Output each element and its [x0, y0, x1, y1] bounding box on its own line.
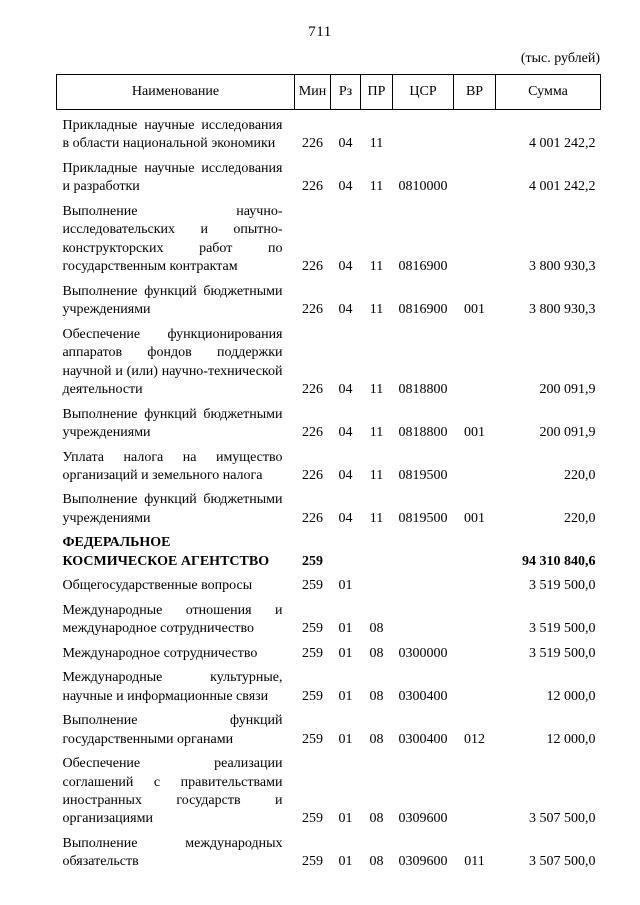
cell-min: 226 — [302, 136, 323, 152]
cell-rz: 01 — [338, 811, 353, 827]
cell-vr — [454, 446, 496, 489]
cell-rz: 04 — [338, 179, 353, 195]
table-row — [57, 280, 601, 323]
cell-sum: 94 310 840,6 — [522, 553, 596, 569]
cell-sum: 220,0 — [564, 467, 596, 483]
cell-vr — [454, 642, 496, 666]
cell-vr: 012 — [464, 731, 485, 747]
cell-sum: 12 000,0 — [546, 731, 596, 747]
table-body — [57, 110, 601, 875]
header-sum: Сумма — [496, 75, 601, 110]
cell-vr — [454, 574, 496, 598]
cell-name: Обеспечение реализации соглашений с правительствами иностранных государств и организациями — [62, 756, 283, 827]
header-row — [57, 75, 601, 110]
cell-name: Выполнение функций бюджетными учреждениями — [62, 492, 283, 526]
units-note: (тыс. рублей) — [520, 51, 600, 66]
cell-min: 259 — [302, 688, 323, 704]
cell-vr — [454, 323, 496, 403]
cell-csr: 0810000 — [398, 179, 448, 195]
cell-sum: 200 091,9 — [539, 425, 596, 441]
cell-csr: 0819500 — [398, 467, 448, 483]
cell-pr: 08 — [369, 688, 384, 704]
cell-name: Уплата налога на имущество организаций и земельного налога — [62, 449, 283, 483]
cell-pr: 08 — [369, 811, 384, 827]
cell-min: 259 — [302, 811, 323, 827]
cell-vr: 001 — [464, 425, 485, 441]
table-row — [57, 531, 601, 574]
cell-vr — [454, 531, 496, 574]
cell-name: Обеспечение функционирования аппаратов фондов поддержки научной и (или) научно-технической деятельности — [62, 326, 283, 398]
page-number: 711 — [308, 24, 332, 40]
cell-name: Выполнение международных обязательств — [62, 835, 283, 870]
cell-sum: 4 001 242,2 — [529, 136, 596, 152]
cell-rz: 04 — [338, 510, 353, 526]
cell-name: Выполнение функций бюджетными учреждениями — [62, 406, 283, 441]
cell-csr — [393, 574, 454, 598]
cell-csr: 0816900 — [398, 259, 448, 275]
cell-rz: 01 — [338, 688, 353, 704]
cell-pr: 11 — [369, 510, 384, 526]
table-row — [57, 446, 601, 489]
cell-rz: 04 — [338, 259, 353, 275]
cell-name: Международные отношения и международное сотрудничество — [62, 602, 283, 637]
cell-rz: 04 — [338, 382, 353, 398]
cell-csr — [393, 531, 454, 574]
cell-min: 226 — [302, 302, 323, 318]
cell-rz: 01 — [338, 645, 353, 661]
header-csr: ЦСР — [393, 75, 454, 110]
table-row — [57, 752, 601, 832]
table-row — [57, 110, 601, 157]
cell-rz: 01 — [338, 854, 353, 870]
table-row — [57, 832, 601, 875]
cell-rz: 01 — [338, 731, 353, 747]
cell-csr: 0309600 — [398, 811, 448, 827]
cell-min: 226 — [302, 179, 323, 195]
cell-pr: 11 — [369, 302, 384, 318]
cell-vr: 001 — [464, 510, 485, 526]
cell-rz: 04 — [338, 467, 353, 483]
cell-pr: 08 — [369, 854, 384, 870]
cell-sum: 3 507 500,0 — [529, 854, 596, 870]
cell-pr: 11 — [369, 179, 384, 195]
cell-pr: 11 — [369, 136, 384, 152]
cell-vr — [454, 752, 496, 832]
cell-pr: 08 — [369, 645, 384, 661]
cell-csr: 0818800 — [398, 382, 448, 398]
cell-min: 226 — [302, 510, 323, 526]
cell-csr — [393, 110, 454, 157]
cell-rz: 01 — [338, 578, 353, 594]
cell-rz: 04 — [338, 136, 353, 152]
table-row — [57, 642, 601, 666]
cell-name: Прикладные научные исследования в области национальной экономики — [62, 118, 283, 152]
cell-rz — [331, 531, 361, 574]
table-row — [57, 599, 601, 642]
table-row — [57, 666, 601, 709]
cell-sum: 200 091,9 — [539, 382, 596, 398]
cell-min: 226 — [302, 467, 323, 483]
cell-sum: 3 519 500,0 — [529, 645, 596, 661]
cell-vr — [454, 666, 496, 709]
cell-min: 259 — [302, 621, 323, 637]
cell-csr: 0816900 — [398, 302, 448, 318]
table-row — [57, 403, 601, 446]
cell-csr: 0309600 — [398, 854, 448, 870]
cell-vr — [454, 599, 496, 642]
cell-name: Выполнение научно-исследовательских и опытно-конструкторских работ по государственным контрактам — [62, 203, 283, 275]
cell-pr — [361, 574, 393, 598]
table-header — [57, 75, 601, 110]
cell-vr — [454, 110, 496, 157]
cell-name: Международное сотрудничество — [62, 645, 258, 661]
cell-csr: 0300000 — [398, 645, 448, 661]
cell-pr: 11 — [369, 467, 384, 483]
cell-min: 226 — [302, 382, 323, 398]
cell-sum: 3 507 500,0 — [529, 811, 596, 827]
budget-table — [56, 74, 601, 875]
cell-sum: 3 800 930,3 — [529, 302, 596, 318]
cell-name: ФЕДЕРАЛЬНОЕ КОСМИЧЕСКОЕ АГЕНТСТВО — [62, 535, 270, 569]
cell-csr: 0819500 — [398, 510, 448, 526]
cell-vr — [454, 200, 496, 280]
table-row — [57, 488, 601, 531]
cell-min: 259 — [302, 731, 323, 747]
cell-pr: 11 — [369, 259, 384, 275]
cell-csr — [393, 599, 454, 642]
cell-pr: 11 — [369, 382, 384, 398]
header-vr: ВР — [454, 75, 496, 110]
header-name: Наименование — [57, 75, 295, 110]
cell-rz: 01 — [338, 621, 353, 637]
cell-rz: 04 — [338, 425, 353, 441]
cell-csr: 0300400 — [398, 688, 448, 704]
cell-name: Международные культурные, научные и информационные связи — [62, 670, 283, 704]
cell-csr: 0300400 — [398, 731, 448, 747]
cell-name: Выполнение функций бюджетными учреждениями — [62, 283, 283, 318]
cell-pr: 11 — [369, 425, 384, 441]
cell-min: 259 — [302, 645, 323, 661]
cell-sum: 3 519 500,0 — [529, 578, 596, 594]
header-pr: ПР — [361, 75, 393, 110]
table-row — [57, 709, 601, 752]
cell-sum: 12 000,0 — [546, 688, 596, 704]
cell-pr: 08 — [369, 621, 384, 637]
table-row — [57, 200, 601, 280]
table-row — [57, 323, 601, 403]
cell-vr: 011 — [464, 854, 485, 870]
cell-rz: 04 — [338, 302, 353, 318]
table-row — [57, 574, 601, 598]
cell-min: 259 — [302, 854, 323, 870]
table-row — [57, 157, 601, 200]
cell-min: 259 — [302, 578, 323, 594]
cell-vr: 001 — [464, 302, 485, 318]
cell-sum: 220,0 — [564, 510, 596, 526]
cell-name: Прикладные научные исследования и разработки — [62, 160, 283, 195]
cell-sum: 3 800 930,3 — [529, 259, 596, 275]
cell-vr — [454, 157, 496, 200]
cell-pr: 08 — [369, 731, 384, 747]
cell-sum: 4 001 242,2 — [529, 179, 596, 195]
cell-min: 226 — [302, 425, 323, 441]
cell-min: 226 — [302, 259, 323, 275]
cell-name: Выполнение функций государственными органами — [62, 713, 283, 747]
cell-sum: 3 519 500,0 — [529, 621, 596, 637]
header-min: Мин — [295, 75, 331, 110]
header-rz: Рз — [331, 75, 361, 110]
cell-min: 259 — [302, 553, 323, 569]
cell-pr — [361, 531, 393, 574]
cell-name: Общегосударственные вопросы — [62, 578, 253, 594]
cell-csr: 0818800 — [398, 425, 448, 441]
